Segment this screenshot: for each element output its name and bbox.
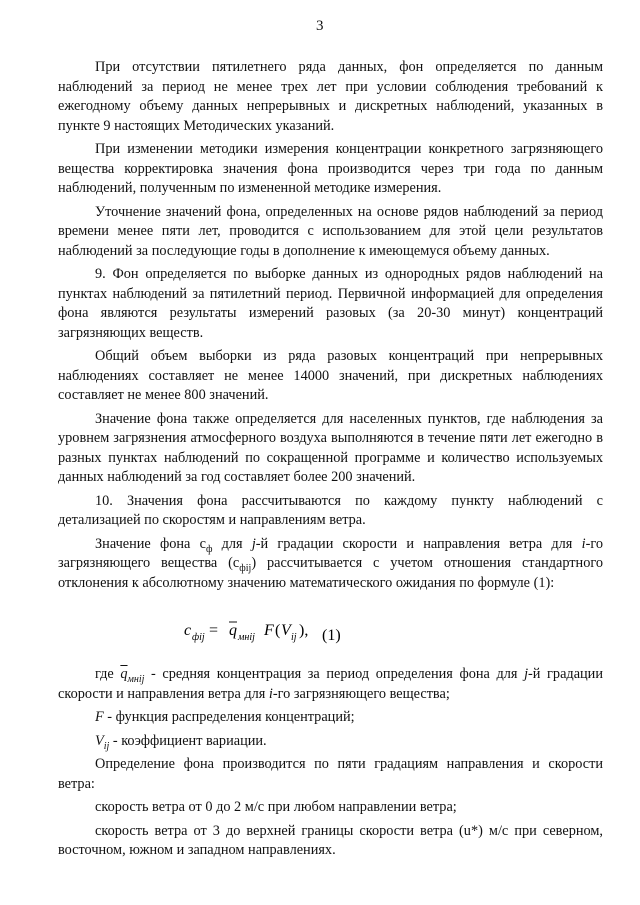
definition-v-symbol: V: [95, 732, 104, 749]
definition-f-text: - функция распределения концентраций;: [103, 709, 355, 725]
definition-q-text2: -й градации скорости и направления ветра для: [58, 666, 603, 702]
paragraph-formula-intro: [58, 535, 603, 594]
definition-q-text: - средняя концентрация за период определения фона для: [144, 666, 525, 682]
formula-intro-part1: Значение фона c: [95, 535, 206, 552]
formula-lhs-sub: фij: [192, 632, 205, 643]
speed-line-0-2: скорость ветра от 0 до 2 м/с при любом направлении ветра;: [95, 799, 457, 815]
definition-f: [58, 708, 603, 728]
definition-q-text3: -го загрязняющего вещества;: [272, 685, 450, 702]
formula-intro-part5: ) рассчитывается с учетом отношения стандартного отклонения к абсолютному значению математического ожидания по формуле (1):: [58, 555, 603, 591]
definition-q-symbol: $\overline{q}$: [120, 666, 128, 682]
paragraph-item-10: 10. Значения фона рассчитываются по каждому пункту наблюдений с детализацией по скоростям и направлениям ветра.: [58, 492, 603, 528]
formula-q: q: [229, 622, 237, 639]
formula-tail: ),: [299, 622, 309, 639]
formula-intro-j: j: [251, 535, 256, 552]
formula-intro-sub2: фij: [239, 563, 252, 574]
definition-v-text: - коэффициент вариации.: [109, 732, 267, 749]
formula-paren-open: (: [275, 622, 281, 639]
formula-arg: V: [281, 622, 291, 639]
formula-func: F: [264, 622, 274, 639]
formula-lhs: c: [184, 622, 192, 639]
formula-intro-part4: -го загрязняющего вещества (c: [58, 535, 603, 571]
definition-q-i: i: [268, 685, 273, 702]
definition-f-symbol: F: [95, 709, 104, 725]
paragraph-method-change: При изменении методики измерения концентрации конкретного загрязняющего вещества корректировка значения фона производится через три года по данным наблюдений, полученным по измененной методике измерения.: [58, 141, 603, 196]
paragraph-settlements: Значение фона также определяется для населенных пунктов, где наблюдения за уровнем загрязнения атмосферного воздуха выполняются в течение пяти лет ежегодно в разных пунктах наблюдений по сокращенной программе и количество используемых данных наблюдений за год составляет более 200 значений.: [58, 410, 603, 485]
formula-q-sub: мнij: [238, 632, 255, 643]
formula-equals: =: [209, 622, 219, 639]
formula-intro-i: i: [581, 535, 586, 552]
page-number: 3: [316, 18, 324, 34]
definition-v-sub: ij: [103, 740, 110, 752]
paragraph-item-9: 9. Фон определяется по выборке данных из однородных рядов наблюдений на пунктах наблюдений за пятилетний период. Первичной информацией для определения фона являются результаты измерений разовых (за 20-30 минут) концентраций загрязняющих веществ.: [58, 266, 603, 341]
document-body: [58, 58, 603, 865]
paragraph-gradations: Определение фона производится по пяти градациям направления и скорости ветра:: [58, 756, 603, 792]
definition-v: [58, 732, 603, 752]
formula-graphic: [184, 609, 434, 649]
definition-q-sub: мнij: [127, 674, 145, 685]
paragraph-sample-volume: Общий объем выборки из ряда разовых концентраций при непрерывных наблюдениях составляет не менее 14000 значений, при дискретных наблюдениях составляет не менее 800 значений.: [58, 348, 603, 403]
paragraph-refinement: Уточнение значений фона, определенных на основе рядов наблюдений за период времени менее пяти лет, проводится с использованием для этой цели результатов наблюдений за последующие годы в дополнение к имеющемуся объему данных.: [58, 203, 603, 259]
formula-arg-sub: ij: [291, 632, 297, 643]
speed-line-3-upper: скорость ветра от 3 до верхней границы скорости ветра (u*) м/с при северном, восточном, южном и западном направлениях.: [58, 822, 603, 858]
formula-intro-part2: для: [212, 535, 252, 552]
formula-intro-sub1: ф: [205, 543, 213, 555]
paragraph-five-year-absence: При отсутствии пятилетнего ряда данных, фон определяется по данным наблюдений за период не менее трех лет при условии соблюдения требований к ежегодному объему данных непрерывных и дискретных наблюдений, указанных в пункте 9 настоящих Методических указаний.: [58, 59, 603, 134]
definition-q-prefix: где: [95, 666, 121, 682]
formula-number: (1): [322, 627, 341, 644]
definition-q-j: j: [524, 666, 529, 682]
formula-1: [58, 603, 603, 651]
definition-q: [58, 665, 603, 704]
formula-intro-part3: -й градации скорости и направления ветра для: [255, 535, 582, 552]
